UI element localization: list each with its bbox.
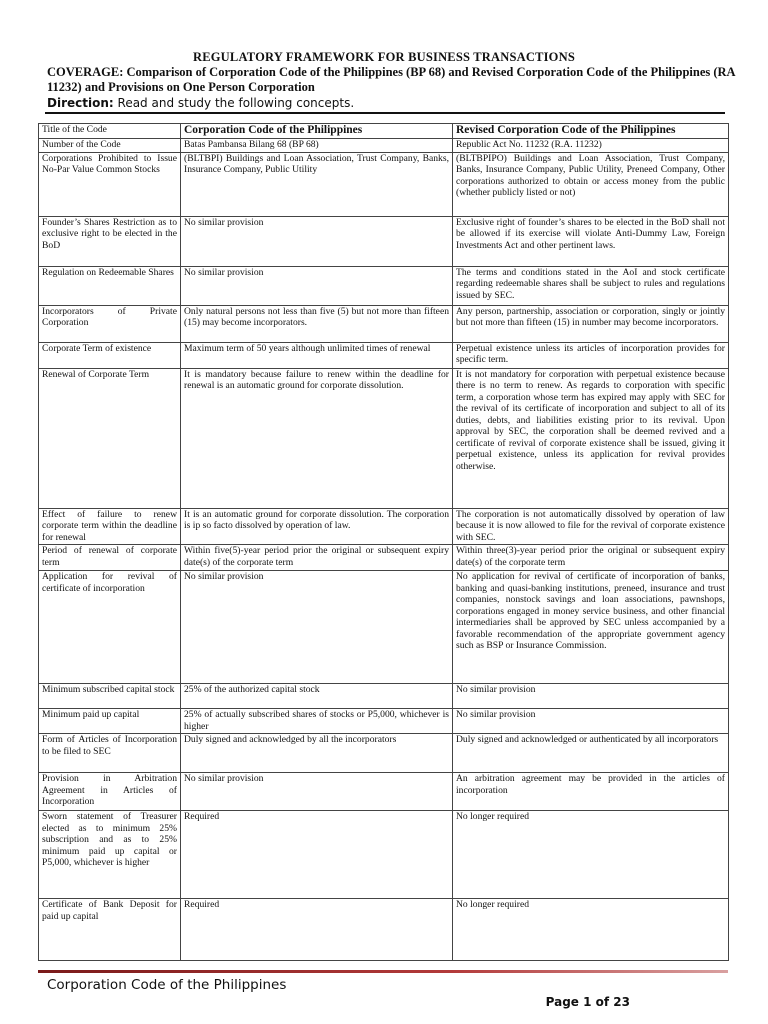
table-cell: No similar provision: [453, 684, 729, 709]
table-cell: (BLTBPI) Buildings and Loan Association, Trust Company, Banks, Insurance Company, Public Utility: [181, 152, 453, 216]
table-cell: Only natural persons not less than five (5) but not more than fifteen (15) may become incorporators.: [181, 305, 453, 342]
table-cell: Minimum subscribed capital stock: [39, 684, 181, 709]
table-row: [39, 684, 729, 709]
table-row: [39, 152, 729, 216]
header-cell-old-code: Corporation Code of the Philippines: [181, 124, 453, 139]
table-row: [39, 811, 729, 899]
comparison-table: [38, 123, 729, 961]
table-row: [39, 709, 729, 734]
coverage-text: Comparison of Corporation Code of the Philippines (BP 68) and Revised Corporation Code of the Philippines (RA 11232) and Provisions on One Person Corporation: [47, 65, 735, 94]
table-cell: Incorporators of Private Corporation: [39, 305, 181, 342]
footer-divider: [38, 970, 728, 973]
coverage-statement: [47, 65, 737, 95]
table-cell: No longer required: [453, 811, 729, 899]
table-cell: Batas Pambansa Bilang 68 (BP 68): [181, 139, 453, 153]
table-cell: Within five(5)-year period prior the original or subsequent expiry date(s) of the corporate term: [181, 545, 453, 571]
table-cell: The terms and conditions stated in the AoI and stock certificate regarding redeemable shares shall be subject to rules and regulations issued by SEC.: [453, 266, 729, 305]
table-cell: No similar provision: [181, 571, 453, 684]
table-cell: Republic Act No. 11232 (R.A. 11232): [453, 139, 729, 153]
table-cell: Perpetual existence unless its articles of incorporation provides for specific term.: [453, 342, 729, 368]
table-cell: Required: [181, 811, 453, 899]
table-cell: No similar provision: [181, 216, 453, 266]
table-row: [39, 571, 729, 684]
table-cell: Within three(3)-year period prior the original or subsequent expiry date(s) of the corporate term: [453, 545, 729, 571]
table-cell: The corporation is not automatically dissolved by operation of law because it is now allowed to file for the revival of corporate existence with SEC.: [453, 508, 729, 545]
table-row: [39, 342, 729, 368]
table-cell: Required: [181, 899, 453, 961]
table-row: [39, 734, 729, 773]
table-cell: Minimum paid up capital: [39, 709, 181, 734]
table-cell: 25% of the authorized capital stock: [181, 684, 453, 709]
table-cell: Form of Articles of Incorporation to be filed to SEC: [39, 734, 181, 773]
table-row: [39, 899, 729, 961]
table-cell: 25% of actually subscribed shares of stocks or P5,000, whichever is higher: [181, 709, 453, 734]
direction-label: Direction:: [47, 96, 114, 110]
table-cell: Corporate Term of existence: [39, 342, 181, 368]
table-cell: It is not mandatory for corporation with perpetual existence because there is no term to renew. As regards to corporation with specific term, a corporation whose term has expired may apply with SEC for the revival of its certificate of incorporation and subject to all of its duties, debts, and liabilities existing prior to its revival. Upon approval by SEC, the corporation shall be deemed revived and a certificate of revival of corporate existence shall be issued, giving it perpetual existence, unless its application for revival provides otherwise.: [453, 368, 729, 508]
direction-text: Read and study the following concepts.: [117, 96, 355, 110]
table-cell: Number of the Code: [39, 139, 181, 153]
table-header-row: [39, 124, 729, 139]
table-cell: Application for revival of certificate of incorporation: [39, 571, 181, 684]
table-cell: It is mandatory because failure to renew within the deadline for renewal is an automatic ground for corporate dissolution.: [181, 368, 453, 508]
page-number: Page 1 of 23: [545, 995, 630, 1009]
table-cell: Sworn statement of Treasurer elected as to minimum 25% subscription and as to 25% minimum paid up capital or P5,000, whichever is higher: [39, 811, 181, 899]
table-cell: Duly signed and acknowledged by all the incorporators: [181, 734, 453, 773]
table-row: [39, 305, 729, 342]
header-divider: [45, 112, 725, 114]
table-row: [39, 773, 729, 811]
table-cell: Certificate of Bank Deposit for paid up capital: [39, 899, 181, 961]
page-title: REGULATORY FRAMEWORK FOR BUSINESS TRANSACTIONS: [193, 50, 575, 64]
table-cell: Effect of failure to renew corporate term within the deadline for renewal: [39, 508, 181, 545]
table-cell: Exclusive right of founder’s shares to be elected in the BoD shall not be allowed if its exercise will violate Anti-Dummy Law, Foreign Investments Act and other pertinent laws.: [453, 216, 729, 266]
table-cell: Renewal of Corporate Term: [39, 368, 181, 508]
table-cell: An arbitration agreement may be provided in the articles of incorporation: [453, 773, 729, 811]
header-cell-revised-code: Revised Corporation Code of the Philippines: [453, 124, 729, 139]
table-cell: Regulation on Redeemable Shares: [39, 266, 181, 305]
table-cell: (BLTBPIPO) Buildings and Loan Association, Trust Company, Banks, Insurance Company, Public Utility, Preneed Company, Other corporations authorized to obtain or access money from the public (whether publicly listed or not): [453, 152, 729, 216]
header-cell-title: Title of the Code: [39, 124, 181, 139]
table-cell: Founder’s Shares Restriction as to exclusive right to be elected in the BoD: [39, 216, 181, 266]
table-cell: Duly signed and acknowledged or authenticated by all incorporators: [453, 734, 729, 773]
footer-title: Corporation Code of the Philippines: [47, 977, 287, 993]
table-cell: No similar provision: [181, 266, 453, 305]
table-row: [39, 139, 729, 153]
direction-statement: [47, 96, 737, 110]
table-cell: No similar provision: [181, 773, 453, 811]
table-cell: Provision in Arbitration Agreement in Articles of Incorporation: [39, 773, 181, 811]
table-cell: Corporations Prohibited to Issue No-Par Value Common Stocks: [39, 152, 181, 216]
table-cell: It is an automatic ground for corporate dissolution. The corporation is ip so facto dissolved by operation of law.: [181, 508, 453, 545]
table-cell: Any person, partnership, association or corporation, singly or jointly but not more than fifteen (15) in number may become incorporators.: [453, 305, 729, 342]
table-cell: No application for revival of certificate of incorporation of banks, banking and quasi-banking institutions, preneed, insurance and trust companies, nonstock savings and loan associations, pawnshops, corporations engaged in money service business, and other financial intermediaries shall be approved by SEC unless accompanied by a favorable recommendation of the appropriate government agency such as BSP or Insurance Commission.: [453, 571, 729, 684]
table-row: [39, 508, 729, 545]
table-row: [39, 545, 729, 571]
table-row: [39, 216, 729, 266]
table-cell: No similar provision: [453, 709, 729, 734]
table-cell: No longer required: [453, 899, 729, 961]
coverage-label: COVERAGE:: [47, 65, 124, 79]
table-cell: Period of renewal of corporate term: [39, 545, 181, 571]
table-row: [39, 266, 729, 305]
table-cell: Maximum term of 50 years although unlimited times of renewal: [181, 342, 453, 368]
table-row: [39, 368, 729, 508]
